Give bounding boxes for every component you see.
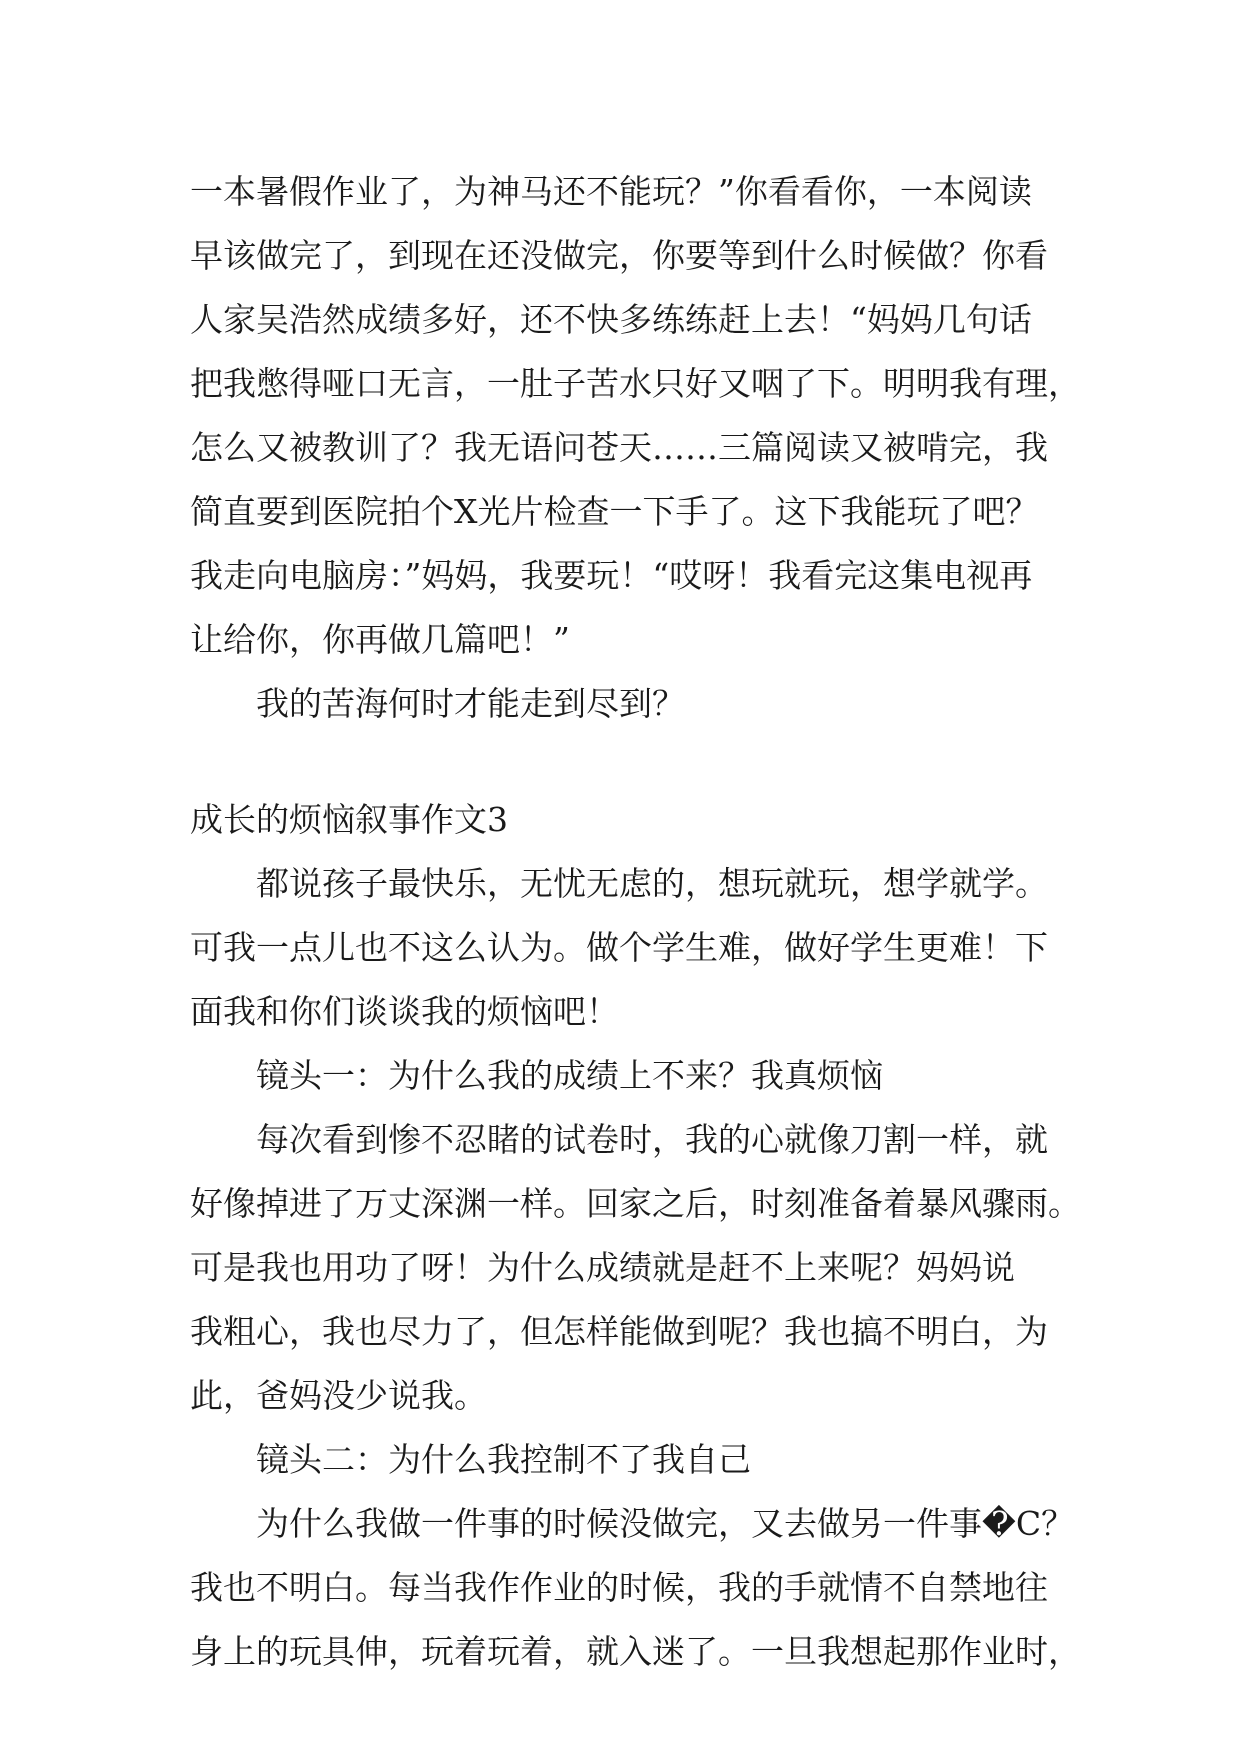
paragraph-line: 好像掉进了万丈深渊一样。回家之后，时刻准备着暴风骤雨。 <box>190 1184 1081 1223</box>
paragraph-line: 让给你，你再做几篇吧！” <box>190 620 570 659</box>
paragraph-line: 我的苦海何时才能走到尽到？ <box>256 684 685 723</box>
paragraph-line: 简直要到医院拍个X光片检查一下手了。这下我能玩了吧？ <box>190 492 1039 531</box>
paragraph-line: 都说孩子最快乐，无忧无虑的，想玩就玩，想学就学。 <box>256 864 1048 903</box>
paragraph-line: 把我憋得哑口无言，一肚子苦水只好又咽了下。明明我有理， <box>190 364 1081 403</box>
paragraph-line: 我走向电脑房：”妈妈，我要玩！“哎呀！我看完这集电视再 <box>190 556 1033 595</box>
paragraph-line: 每次看到惨不忍睹的试卷时，我的心就像刀割一样，就 <box>256 1120 1048 1159</box>
paragraph-line: 为什么我做一件事的时候没做完，又去做另一件事�C？ <box>256 1504 1075 1543</box>
document-body <box>190 160 1081 1684</box>
section-heading: 成长的烦恼叙事作文3 <box>190 800 508 839</box>
paragraph-line: 一本暑假作业了，为神马还不能玩？”你看看你，一本阅读 <box>190 172 1032 211</box>
subheading-line: 镜头二：为什么我控制不了我自己 <box>256 1440 751 1479</box>
paragraph-line: 我粗心，我也尽力了，但怎样能做到呢？我也搞不明白，为 <box>190 1312 1048 1351</box>
paragraph-line: 我也不明白。每当我作作业的时候，我的手就情不自禁地往 <box>190 1568 1048 1607</box>
paragraph-line: 面我和你们谈谈我的烦恼吧！ <box>190 992 619 1031</box>
paragraph-line: 怎么又被教训了？我无语问苍天……三篇阅读又被啃完，我 <box>190 428 1048 467</box>
subheading-line: 镜头一：为什么我的成绩上不来？我真烦恼 <box>256 1056 883 1095</box>
paragraph-line: 可是我也用功了呀！为什么成绩就是赶不上来呢？妈妈说 <box>190 1248 1015 1287</box>
paragraph-line: 早该做完了，到现在还没做完，你要等到什么时候做？你看 <box>190 236 1048 275</box>
paragraph-line: 身上的玩具伸，玩着玩着，就入迷了。一旦我想起那作业时， <box>190 1632 1081 1671</box>
paragraph-line: 此，爸妈没少说我。 <box>190 1376 487 1415</box>
paragraph-line: 可我一点儿也不这么认为。做个学生难，做好学生更难！下 <box>190 928 1048 967</box>
paragraph-line: 人家吴浩然成绩多好，还不快多练练赶上去！“妈妈几句话 <box>190 300 1032 339</box>
